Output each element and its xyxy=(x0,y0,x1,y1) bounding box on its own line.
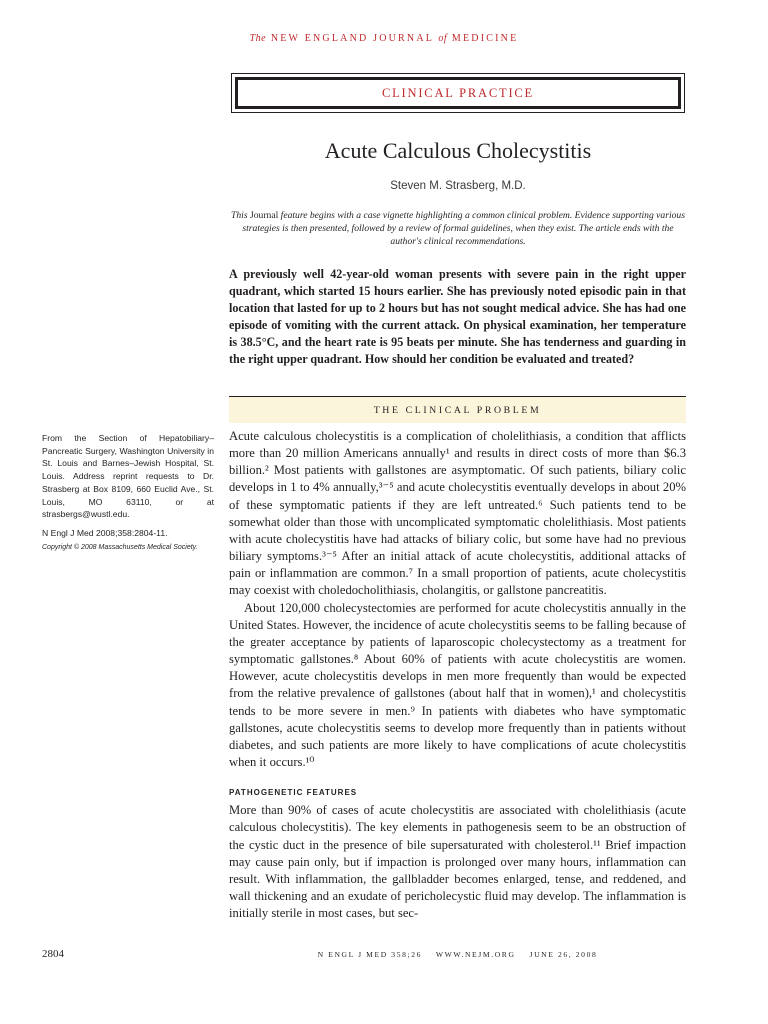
running-head-the: The xyxy=(249,33,267,44)
author-affiliation: From the Section of Hepatobiliary–Pancreatic Surgery, Washington University in St. Louis and Barnes–Jewish Hospital, St. Louis. Address reprint requests to Dr. Strasberg at Box 8109, 660 Euclid Ave., St. Louis, MO 63110, or at strasbergs@wustl.edu. xyxy=(42,433,214,520)
footer-date: JUNE 26, 2008 xyxy=(529,950,598,959)
author-byline: Steven M. Strasberg, M.D. xyxy=(390,180,526,192)
subsection-heading: PATHOGENETIC FEATURES xyxy=(229,788,358,798)
footer-citation xyxy=(229,950,686,959)
sidebar-notes xyxy=(42,432,214,554)
running-head-medicine: MEDICINE xyxy=(451,33,519,44)
copyright-notice: Copyright © 2008 Massachusetts Medical Society. xyxy=(42,543,198,551)
body-paragraph: Acute calculous cholecystitis is a complication of cholelithiasis, a condition that afflicts more than 20 million Americans annually¹ and results in direct costs of more than $6.3 billion.² Most patients with gallstones are asymptomatic. Of such patients, biliary colic develops in 1 to 4% annually,³⁻⁵ and acute cholecystitis eventually develops in about 20% of these symptomatic patients if they are left untreated.⁶ Such patients tend to be somewhat older than those with uncomplicated symptomatic cholelithiasis. Most patients with acute cholecystitis have had attacks of biliary colic, but some have had no previous biliary symptoms.³⁻⁵ After an initial attack of acute cholecystitis, additional attacks of pain or inflammation are common.⁷ In a small proportion of patients, acute cholecystitis may coexist with choledocholithiasis, cholangitis, or gallstone pancreatitis. xyxy=(229,429,686,598)
intro-pre: This xyxy=(231,210,248,221)
section-label-box xyxy=(231,73,685,113)
section-heading: THE CLINICAL PROBLEM xyxy=(229,396,686,423)
body-paragraph: About 120,000 cholecystectomies are performed for acute cholecystitis annually in the United States. However, the incidence of acute cholecystitis seems to be falling because of the greater acceptance by patients of laparoscopic cholecystectomy as a treatment for symptomatic gallstones.⁸ About 60% of patients with acute cholecystitis are women. However, acute cholecystitis develops in men more frequently than would be expected from the relative prevalence of gallstones (about half that in women),¹ and cholecystitis tends to be more severe in men.⁹ In patients with diabetes who have symptomatic gallstones, acute cholecystitis seems to develop more frequently than in patients without diabetes, and such patients are more likely to have complications of acute cholecystitis when it occurs.¹⁰ xyxy=(229,600,686,769)
body-column xyxy=(229,428,686,922)
article-citation: N Engl J Med 2008;358:2804-11. xyxy=(42,527,168,538)
footer-website: WWW.NEJM.ORG xyxy=(435,950,516,959)
running-head xyxy=(0,33,768,44)
intro-journal-word: Journal xyxy=(250,210,279,221)
section-label: CLINICAL PRACTICE xyxy=(235,77,681,109)
intro-text: feature begins with a case vignette highlighting a common clinical problem. Evidence supporting various strategies is then presented, followed by a review of formal guidelines, when they exist. The article ends with the author's clinical recommendations. xyxy=(242,210,685,247)
running-head-of: of xyxy=(438,33,448,44)
footer-journal-citation: N ENGL J MED 358;26 xyxy=(317,950,422,959)
page-number: 2804 xyxy=(42,948,64,960)
running-head-journal: NEW ENGLAND JOURNAL xyxy=(270,33,434,44)
body-paragraph: More than 90% of cases of acute cholecystitis are associated with cholelithiasis (acute calculous cholecystitis). The key elements in pathogenesis seem to be an obstruction of the cystic duct in the presence of bile supersaturated with cholesterol.¹¹ Brief impaction may cause pain only, but if impaction is prolonged over many hours, inflammation can result. With inflammation, the gallbladder becomes enlarged, tense, and reddened, and wall thickening and an exudate of pericholecystic fluid may develop. The inflammation is initially sterile in most cases, but sec- xyxy=(229,803,686,921)
feature-intro xyxy=(231,209,685,248)
case-vignette: A previously well 42-year-old woman presents with severe pain in the right upper quadrant, which started 15 hours earlier. She has previously noted episodic pain in that location that lasted for up to 2 hours but has not sought medical advice. She has had one episode of vomiting with the current attack. On physical examination, her temperature is 38.5°C, and the heart rate is 95 beats per minute. She has tenderness and guarding in the right upper quadrant. How should her condition be evaluated and treated? xyxy=(229,267,686,367)
article-title: Acute Calculous Cholecystitis xyxy=(324,138,592,163)
